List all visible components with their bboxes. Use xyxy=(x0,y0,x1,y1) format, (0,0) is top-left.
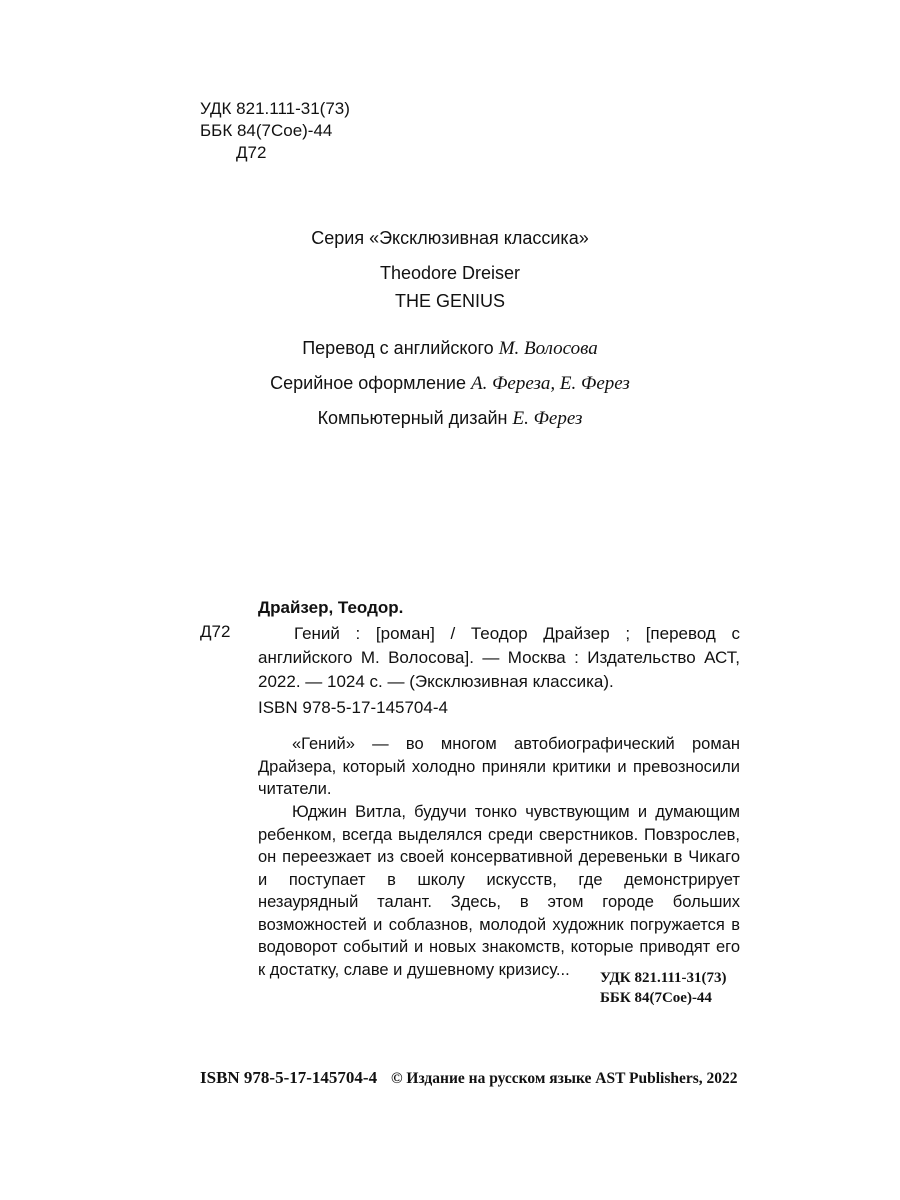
series-title: Серия «Эксклюзивная классика» xyxy=(311,228,589,248)
bbk-code-bottom: ББК 84(7Сое)-44 xyxy=(600,990,712,1006)
footer xyxy=(200,1068,738,1088)
author-heading: Драйзер, Теодор. xyxy=(258,598,404,617)
credit-translation xyxy=(150,338,750,360)
author-code: Д72 xyxy=(236,143,267,162)
classification-codes xyxy=(200,98,350,164)
credit-computer-design xyxy=(150,408,750,430)
annotation-text: Юджин Витла, будучи тонко чувствующим и думающим ребенком, всегда выделялся среди сверстников. Повзрослев, он переезжает из своей консервативной деревеньки в Чикаго и поступает в школу искусств, где демонстрирует незаурядный талант. Здесь, в этом городе больших возможностей и соблазнов, молодой художник погружается в водоворот событий и новых знакомств, которые приводят его к достатку, славе и душевному кризису... xyxy=(258,803,740,979)
description-text: Гений : [роман] / Теодор Драйзер ; [перевод с английского М. Волосова]. — Москва : Издательство АСТ, 2022. — 1024 с. — (Эксклюзивная классика). xyxy=(258,624,740,691)
udk-code-bottom: УДК 821.111-31(73) xyxy=(600,970,727,986)
annotation-text: «Гений» — во многом автобиографический роман Драйзера, который холодно приняли критики и превозносили читатели. xyxy=(258,735,740,798)
credit-label: Серийное оформление xyxy=(270,373,466,393)
bibliographic-code: Д72 xyxy=(200,622,231,641)
annotation-paragraph-1 xyxy=(258,733,740,801)
annotation-paragraph-2 xyxy=(258,801,740,981)
classification-codes-bottom xyxy=(600,968,727,1008)
original-title: THE GENIUS xyxy=(394,291,505,311)
credit-name: М. Волосова xyxy=(498,338,598,359)
footer-isbn: ISBN 978-5-17-145704-4 xyxy=(200,1068,378,1087)
udk-code: УДК 821.111-31(73) xyxy=(200,99,350,118)
copyright-notice: © Издание на русском языке AST Publishers, 2022 xyxy=(390,1070,738,1087)
isbn-line: ISBN 978-5-17-145704-4 xyxy=(258,698,448,717)
credit-series-design xyxy=(150,373,750,395)
credit-label: Компьютерный дизайн xyxy=(317,408,508,428)
bibliographic-description xyxy=(258,622,740,694)
credit-name: Е. Ферез xyxy=(512,408,583,429)
credit-name: А. Фереза, Е. Ферез xyxy=(471,373,630,394)
bbk-code: ББК 84(7Сое)-44 xyxy=(200,121,333,140)
credit-label: Перевод с английского xyxy=(302,338,494,358)
original-author: Theodore Dreiser xyxy=(379,263,521,283)
